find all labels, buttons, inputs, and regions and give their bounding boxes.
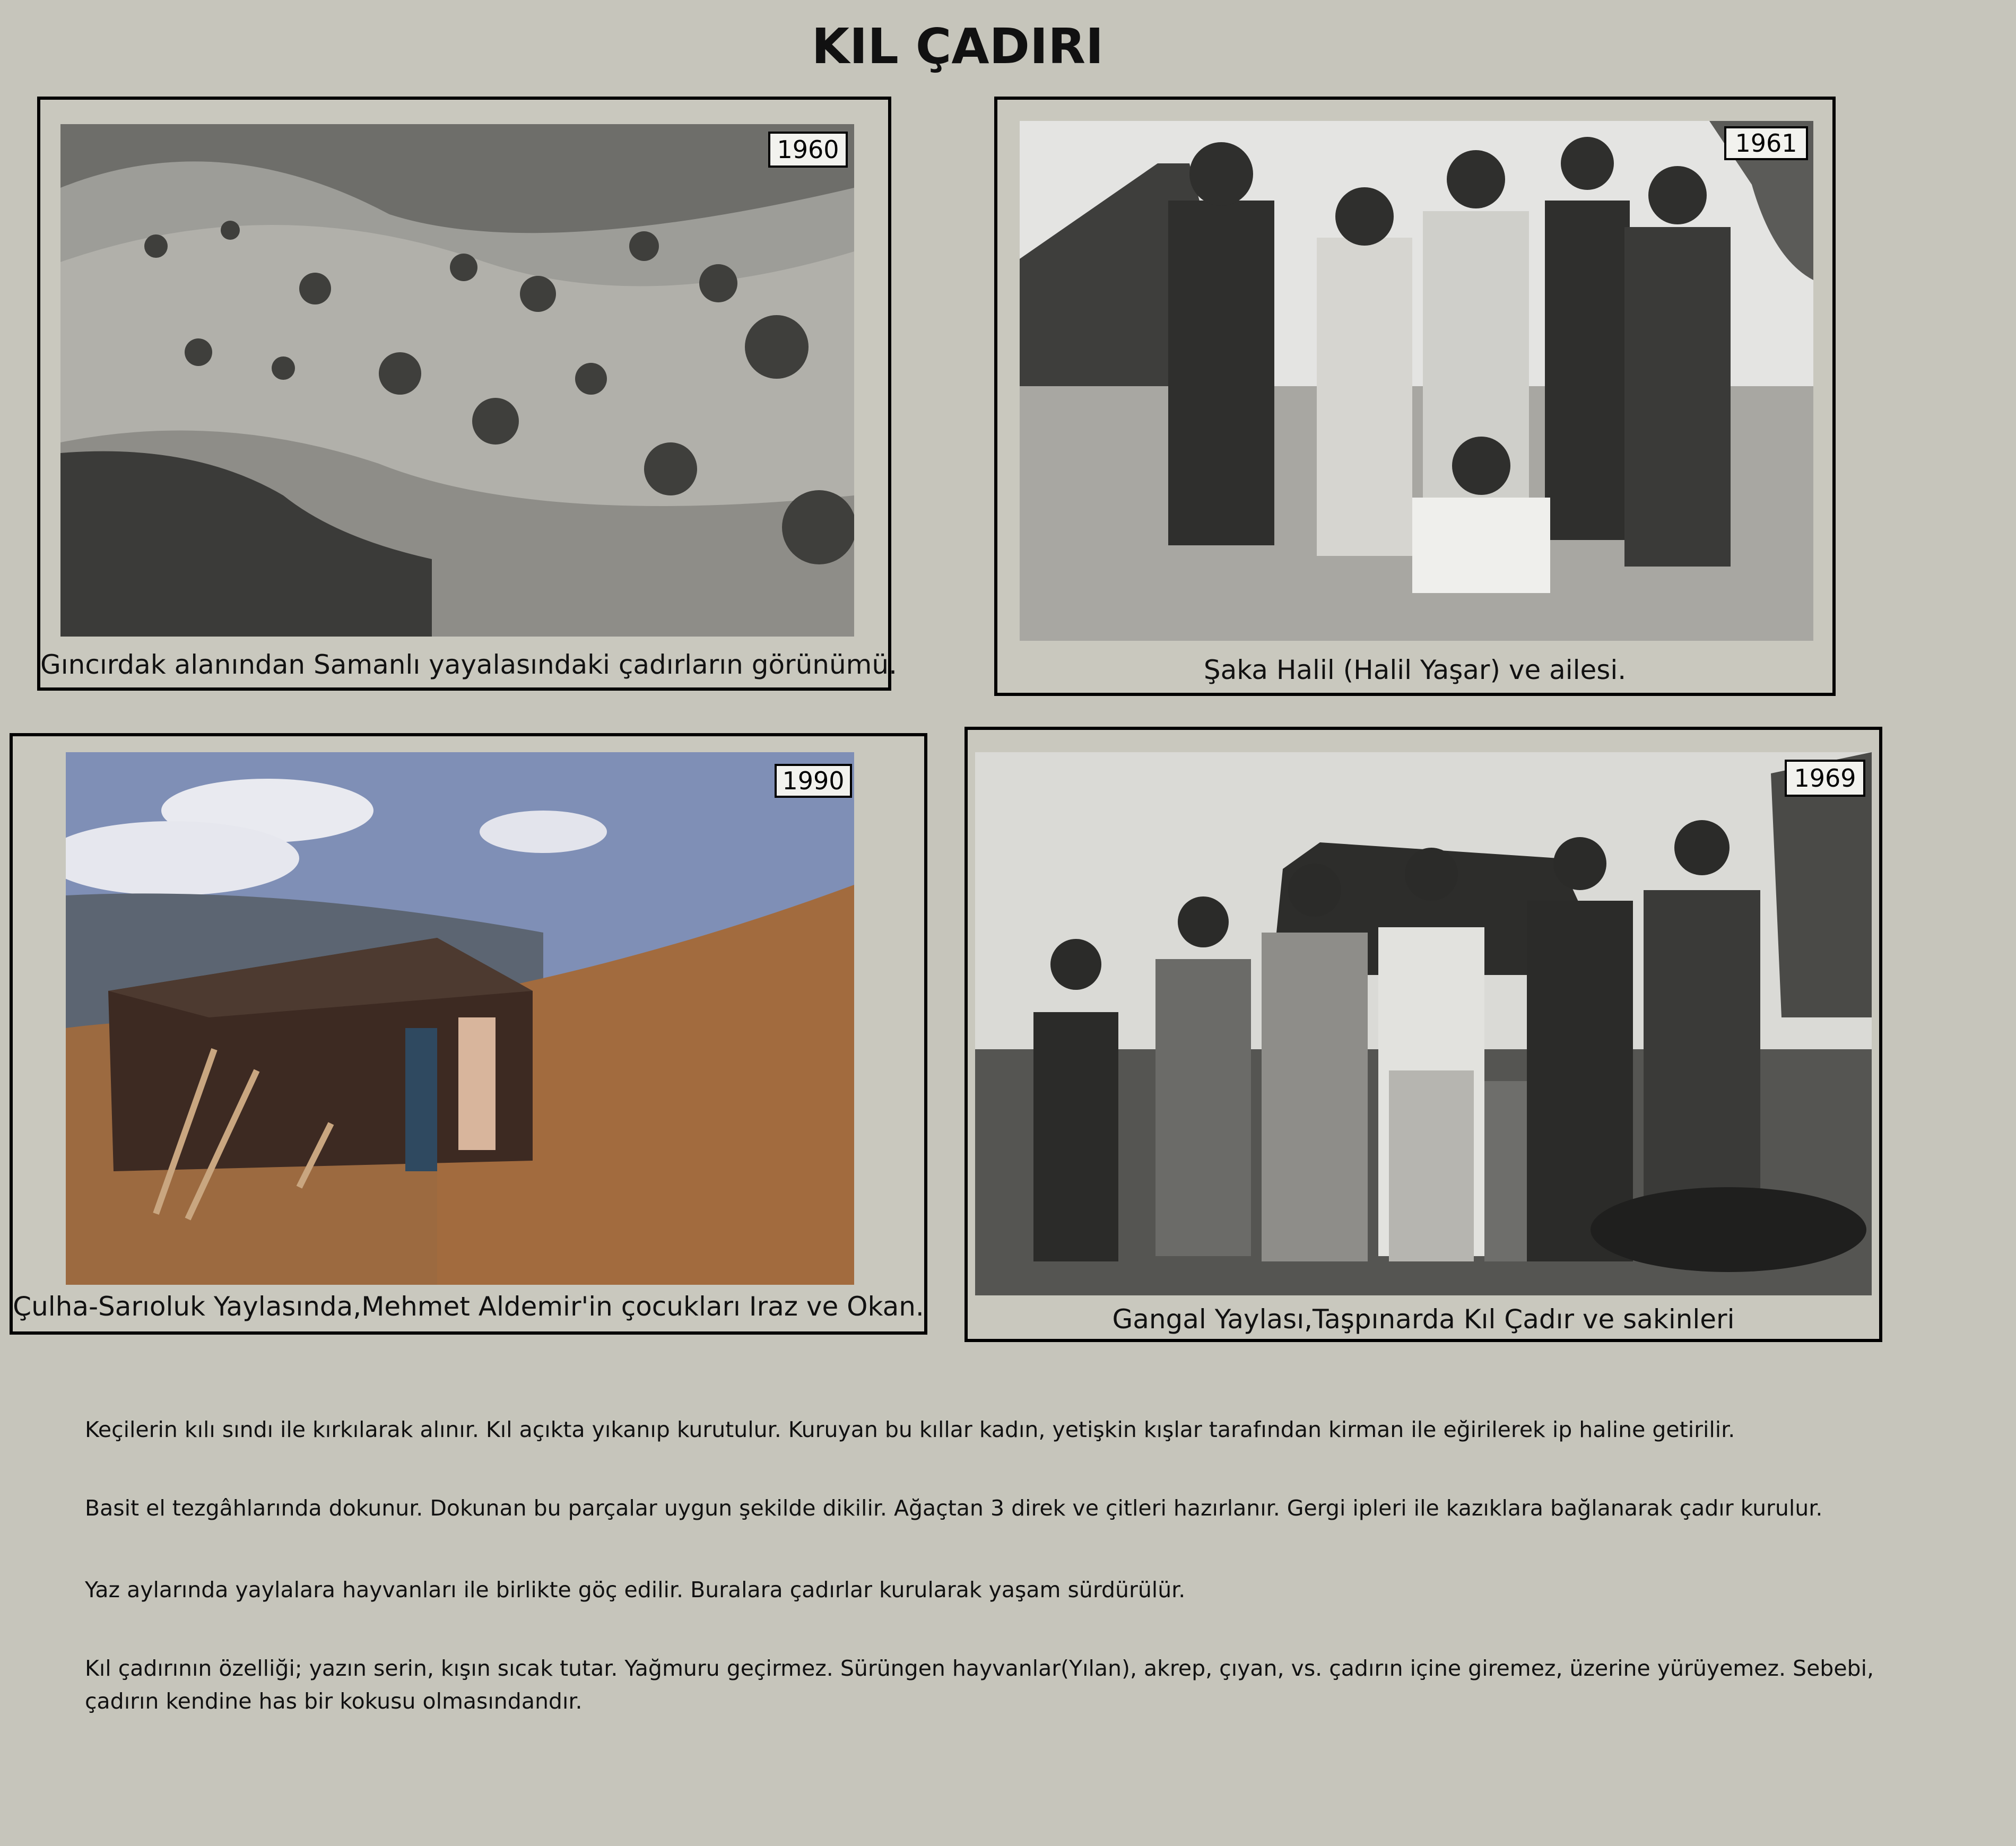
description-paragraph: Keçilerin kılı sındı ile kırkılarak alınır. Kıl açıkta yıkanıp kurutulur. Kuruyan bu kıllar kadın, yetişkin kışlar tarafından kirman ile eğirilerek ip haline getirilir.: [85, 1417, 1735, 1442]
year-badge: 1961: [1724, 126, 1808, 160]
photo-frame-1990: [10, 733, 927, 1335]
photo-caption: Gıncırdak alanından Samanlı yayalasındaki çadırların görünümü.: [40, 649, 897, 680]
photo-frame-1961: [994, 97, 1836, 696]
year-badge: 1969: [1785, 760, 1865, 797]
photo-1969: [975, 752, 1872, 1295]
tent-landscape-icon: [66, 752, 854, 1285]
family-tent-icon: [975, 752, 1872, 1295]
description-paragraph: Basit el tezgâhlarında dokunur. Dokunan bu parçalar uygun şekilde dikilir. Ağaçtan 3 direk ve çitleri hazırlanır. Gergi ipleri ile kazıklara bağlanarak çadır kurulur.: [85, 1495, 1823, 1521]
year-badge: 1990: [775, 764, 852, 798]
description-paragraph: Yaz aylarında yaylalara hayvanları ile birlikte göç edilir. Buralara çadırlar kurularak yaşam sürdürülür.: [85, 1577, 1186, 1603]
photo-frame-1960: [37, 97, 897, 691]
description-paragraph: Kıl çadırının özelliği; yazın serin, kışın sıcak tutar. Yağmuru geçirmez. Sürüngen hayvanlar(Yılan), akrep, çıyan, vs. çadırın içine giremez, üzerine yürüyemez. Sebebi, çadırın kendine has bir kokusu olmasındandır.: [85, 1656, 1874, 1714]
photo-1960: [60, 124, 854, 637]
landscape-hills-icon: [60, 124, 854, 637]
page-title: KIL ÇADIRI: [811, 18, 1104, 75]
year-badge: 1960: [768, 132, 848, 168]
family-group-icon: [1020, 121, 1813, 641]
photo-frame-1969: [964, 727, 1882, 1342]
photo-caption: Çulha-Sarıoluk Yaylasında,Mehmet Aldemir'in çocukları Iraz ve Okan.: [13, 1291, 924, 1322]
photo-caption: Gangal Yaylası,Taşpınarda Kıl Çadır ve sakinleri: [1112, 1304, 1735, 1335]
photo-1961: [1020, 121, 1813, 641]
photo-1990: [66, 752, 854, 1285]
photo-caption: Şaka Halil (Halil Yaşar) ve ailesi.: [1203, 655, 1627, 685]
